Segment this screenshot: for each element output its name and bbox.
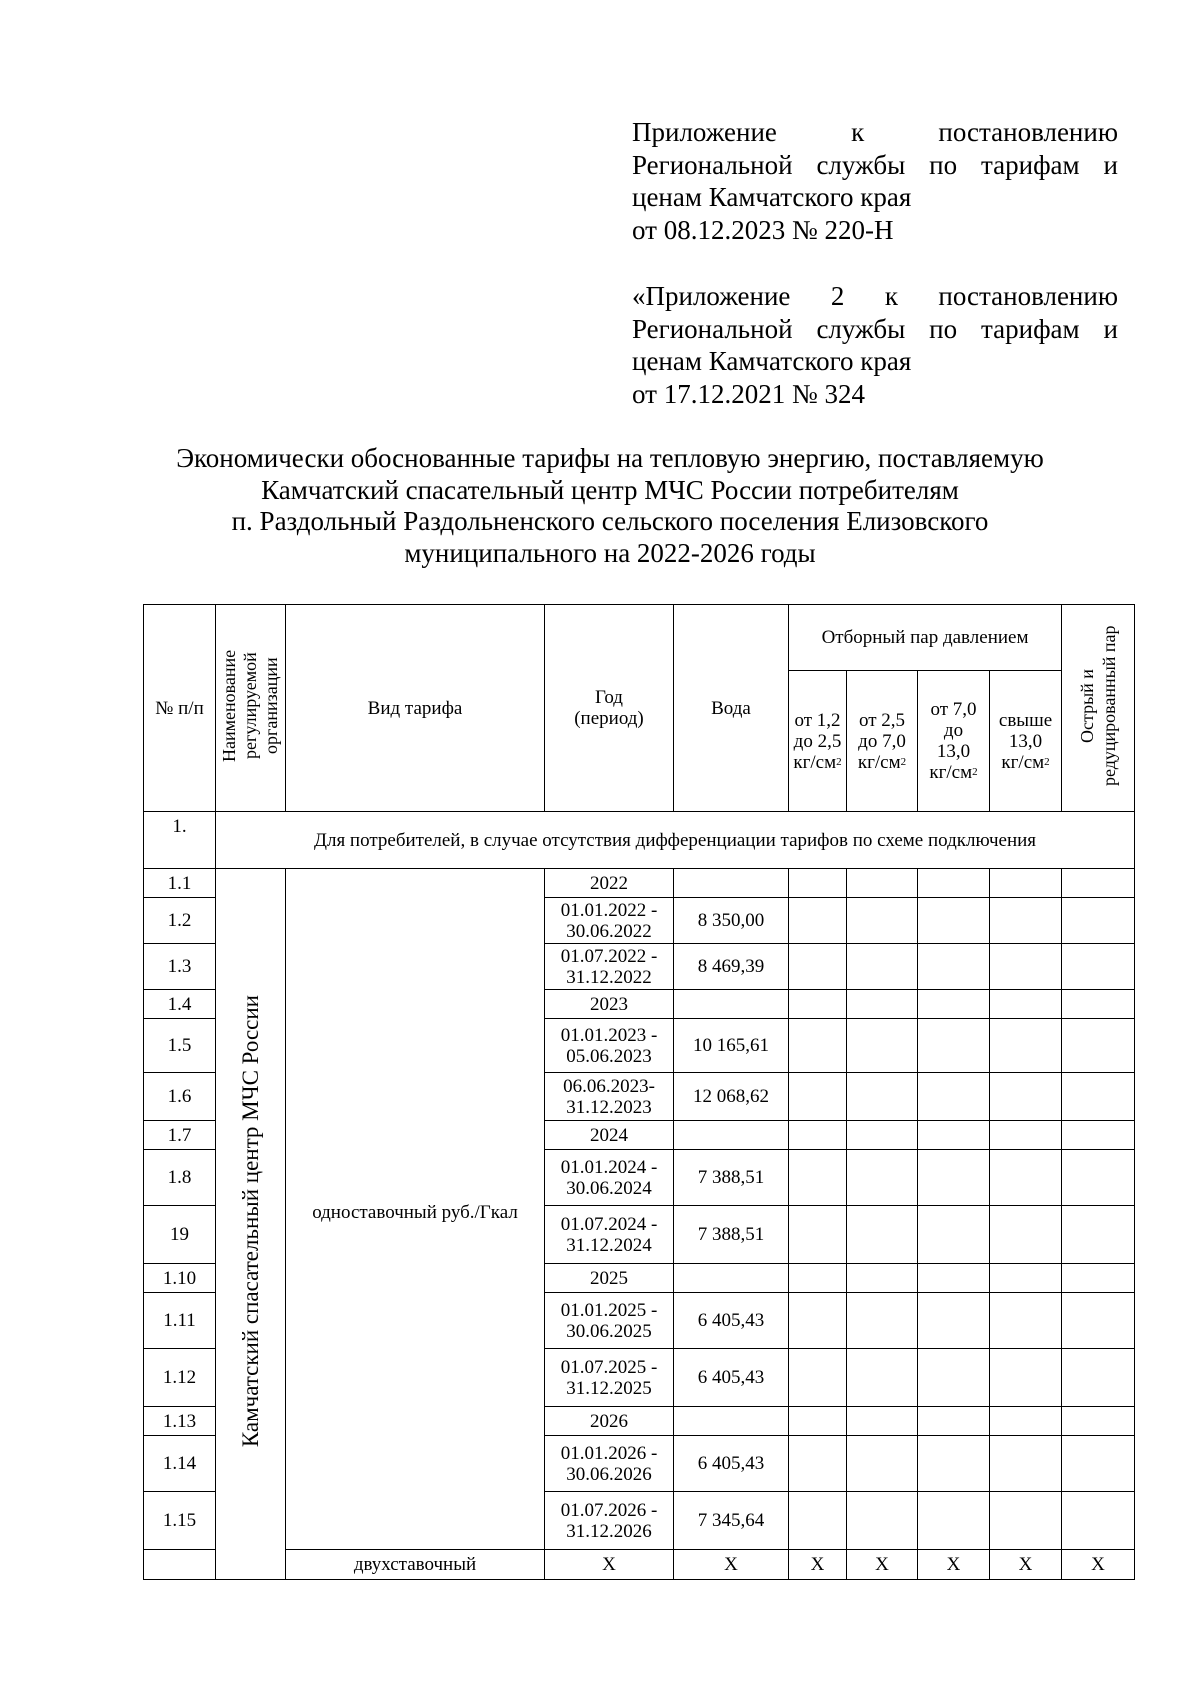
steam-value xyxy=(847,1436,918,1492)
steam-value xyxy=(1062,990,1135,1019)
steam-value xyxy=(847,1492,918,1550)
appendix-line: ценам Камчатского края xyxy=(632,182,912,212)
header-hot-steam-text: Острый и редуцированный пар xyxy=(1077,625,1120,786)
header-hot-steam xyxy=(1062,605,1135,812)
x-mark: Х xyxy=(990,1550,1062,1580)
header-period-text: Год (период) xyxy=(574,687,644,729)
period-cell: 01.01.2025 - 30.06.2025 xyxy=(545,1293,674,1349)
steam-value xyxy=(918,1019,990,1073)
steam-value xyxy=(990,869,1062,898)
steam-value xyxy=(990,1150,1062,1206)
period-cell: 01.01.2024 - 30.06.2024 xyxy=(545,1150,674,1206)
year-cell: 2026 xyxy=(545,1407,674,1436)
steam-value xyxy=(990,1073,1062,1121)
steam-value xyxy=(789,1264,847,1293)
steam-value xyxy=(789,1436,847,1492)
steam-value xyxy=(789,1121,847,1150)
steam-value xyxy=(847,1150,918,1206)
x-mark: Х xyxy=(674,1550,789,1580)
steam-value xyxy=(789,1293,847,1349)
section-label xyxy=(216,812,1135,869)
header-steam-4-sup: 2 xyxy=(1044,755,1050,768)
steam-value xyxy=(847,1019,918,1073)
header-steam-1-text: от 1,2 до 2,5 кг/см xyxy=(793,709,842,773)
row-num xyxy=(144,1550,216,1580)
steam-value xyxy=(789,1150,847,1206)
steam-value xyxy=(990,1293,1062,1349)
steam-value xyxy=(990,1121,1062,1150)
steam-value xyxy=(918,1293,990,1349)
water-value: 10 165,61 xyxy=(674,1019,789,1073)
steam-value xyxy=(1062,1264,1135,1293)
x-mark: Х xyxy=(1062,1550,1135,1580)
section-num: 1. xyxy=(144,812,216,869)
steam-value xyxy=(789,1206,847,1264)
steam-value xyxy=(990,1206,1062,1264)
tariff-type-single: одноставочный руб./Гкал xyxy=(286,869,545,1550)
document-title xyxy=(120,443,1100,569)
steam-value xyxy=(789,898,847,944)
header-steam-3-sup: 2 xyxy=(972,766,978,778)
steam-value xyxy=(847,1264,918,1293)
steam-value xyxy=(918,1150,990,1206)
header-num: № п/п xyxy=(144,605,216,812)
org-cell xyxy=(216,869,286,1580)
steam-value xyxy=(847,990,918,1019)
x-mark: Х xyxy=(918,1550,990,1580)
steam-value xyxy=(990,944,1062,990)
title-line: муниципального на 2022-2026 годы xyxy=(404,537,816,568)
period-cell: 01.07.2026 - 31.12.2026 xyxy=(545,1492,674,1550)
row-num: 1.8 xyxy=(144,1150,216,1206)
header-org-text: Наименование регулируемой организации xyxy=(219,649,281,762)
appendix-line: от 08.12.2023 № 220-Н xyxy=(632,214,894,245)
water-value: 6 405,43 xyxy=(674,1436,789,1492)
steam-value xyxy=(918,1073,990,1121)
period-cell: 01.07.2024 - 31.12.2024 xyxy=(545,1206,674,1264)
steam-value xyxy=(990,1349,1062,1407)
steam-value xyxy=(918,1492,990,1550)
header-steam-3 xyxy=(918,671,990,812)
header-steam-group: Отборный пар давлением xyxy=(789,605,1062,671)
title-line: п. Раздольный Раздольненского сельского поселения Елизовского xyxy=(231,506,989,536)
steam-value xyxy=(990,898,1062,944)
row-num: 1.15 xyxy=(144,1492,216,1550)
row-num: 1.10 xyxy=(144,1264,216,1293)
row-num: 1.12 xyxy=(144,1349,216,1407)
year-cell: 2025 xyxy=(545,1264,674,1293)
steam-value xyxy=(1062,944,1135,990)
period-cell: 01.07.2025 - 31.12.2025 xyxy=(545,1349,674,1407)
org-name: Камчатский спасательный центр МЧС России xyxy=(238,995,263,1448)
steam-value xyxy=(847,898,918,944)
header-steam-2-sup: 2 xyxy=(900,755,907,768)
header-steam-2 xyxy=(847,671,918,812)
header-org xyxy=(216,605,286,812)
row-num: 1.5 xyxy=(144,1019,216,1073)
water-value xyxy=(674,1264,789,1293)
steam-value xyxy=(789,1407,847,1436)
steam-value xyxy=(918,1349,990,1407)
water-value xyxy=(674,1407,789,1436)
water-value: 6 405,43 xyxy=(674,1349,789,1407)
steam-value xyxy=(789,869,847,898)
header-tariff-type: Вид тарифа xyxy=(286,605,545,812)
steam-value xyxy=(1062,1407,1135,1436)
steam-value xyxy=(1062,1019,1135,1073)
appendix-line: Региональной службы по тарифам и xyxy=(632,313,1118,344)
steam-value xyxy=(990,1436,1062,1492)
x-mark: Х xyxy=(847,1550,918,1580)
year-cell: 2023 xyxy=(545,990,674,1019)
water-value xyxy=(674,990,789,1019)
year-cell: 2022 xyxy=(545,869,674,898)
header-steam-2-text: от 2,5 до 7,0 кг/см xyxy=(857,709,906,773)
steam-value xyxy=(847,1121,918,1150)
steam-value xyxy=(1062,1293,1135,1349)
row-num: 1.3 xyxy=(144,944,216,990)
steam-value xyxy=(847,1206,918,1264)
row-num: 1.6 xyxy=(144,1073,216,1121)
steam-value xyxy=(918,1206,990,1264)
header-steam-3-text: от 7,0 до 13,0 кг/см xyxy=(929,699,977,783)
table-row xyxy=(144,869,1135,898)
period-cell: 01.01.2022 - 30.06.2022 xyxy=(545,898,674,944)
steam-value xyxy=(918,944,990,990)
steam-value xyxy=(1062,1150,1135,1206)
steam-value xyxy=(990,1492,1062,1550)
appendix-note-current xyxy=(632,116,1118,246)
steam-value xyxy=(990,1019,1062,1073)
tariff-type-two: двухставочный xyxy=(286,1550,545,1580)
steam-value xyxy=(847,1407,918,1436)
steam-value xyxy=(789,1492,847,1550)
water-value: 7 388,51 xyxy=(674,1206,789,1264)
row-num: 1.1 xyxy=(144,869,216,898)
header-steam-1 xyxy=(789,671,847,812)
appendix-note-original xyxy=(632,280,1118,410)
water-value xyxy=(674,1121,789,1150)
row-num: 1.14 xyxy=(144,1436,216,1492)
appendix-line: «Приложение 2 к постановлению xyxy=(632,281,1118,311)
steam-value xyxy=(918,1407,990,1436)
steam-value xyxy=(847,869,918,898)
water-value: 6 405,43 xyxy=(674,1293,789,1349)
steam-value xyxy=(847,1293,918,1349)
header-period xyxy=(545,605,674,812)
steam-value xyxy=(1062,898,1135,944)
appendix-line: Приложение к постановлению xyxy=(632,117,1118,147)
steam-value xyxy=(1062,1436,1135,1492)
water-value: 7 388,51 xyxy=(674,1150,789,1206)
row-num: 1.13 xyxy=(144,1407,216,1436)
steam-value xyxy=(918,869,990,898)
steam-value xyxy=(1062,1206,1135,1264)
header-water: Вода xyxy=(674,605,789,812)
period-cell: 06.06.2023- 31.12.2023 xyxy=(545,1073,674,1121)
water-value: 8 350,00 xyxy=(674,898,789,944)
steam-value xyxy=(1062,1349,1135,1407)
row-num: 19 xyxy=(144,1206,216,1264)
x-mark: Х xyxy=(545,1550,674,1580)
appendix-line: ценам Камчатского края xyxy=(632,346,912,376)
steam-value xyxy=(918,1264,990,1293)
steam-value xyxy=(847,944,918,990)
steam-value xyxy=(847,1073,918,1121)
steam-value xyxy=(990,1264,1062,1293)
steam-value xyxy=(918,1121,990,1150)
table-row-two-part xyxy=(144,1550,1135,1580)
header-steam-1-sup: 2 xyxy=(836,755,842,768)
year-cell: 2024 xyxy=(545,1121,674,1150)
period-cell: 01.01.2026 - 30.06.2026 xyxy=(545,1436,674,1492)
row-num: 1.2 xyxy=(144,898,216,944)
period-cell: 01.07.2022 - 31.12.2022 xyxy=(545,944,674,990)
row-num: 1.11 xyxy=(144,1293,216,1349)
steam-value xyxy=(1062,1121,1135,1150)
period-cell: 01.01.2023 - 05.06.2023 xyxy=(545,1019,674,1073)
water-value: 7 345,64 xyxy=(674,1492,789,1550)
water-value: 8 469,39 xyxy=(674,944,789,990)
appendix-line: Региональной службы по тарифам и xyxy=(632,149,1118,180)
steam-value xyxy=(789,944,847,990)
title-line: Экономически обоснованные тарифы на тепловую энергию, поставляемую xyxy=(176,443,1044,473)
row-num: 1.7 xyxy=(144,1121,216,1150)
steam-value xyxy=(847,1349,918,1407)
appendix-line: от 17.12.2021 № 324 xyxy=(632,378,865,409)
water-value xyxy=(674,869,789,898)
header-steam-4-text: свыше 13,0 кг/см xyxy=(998,709,1053,773)
steam-value xyxy=(918,990,990,1019)
steam-value xyxy=(789,1019,847,1073)
steam-value xyxy=(789,1073,847,1121)
tariff-table xyxy=(143,604,1135,1580)
water-value: 12 068,62 xyxy=(674,1073,789,1121)
steam-value xyxy=(990,1407,1062,1436)
section-label-text: Для потребителей, в случае отсутствия дифференциации тарифов по схеме подключения xyxy=(314,829,1037,851)
steam-value xyxy=(918,898,990,944)
title-line: Камчатский спасательный центр МЧС России потребителям xyxy=(261,474,959,505)
steam-value xyxy=(990,990,1062,1019)
header-steam-4 xyxy=(990,671,1062,812)
steam-value xyxy=(1062,869,1135,898)
steam-value xyxy=(1062,1492,1135,1550)
steam-value xyxy=(789,990,847,1019)
steam-value xyxy=(789,1349,847,1407)
row-num: 1.4 xyxy=(144,990,216,1019)
steam-value xyxy=(918,1436,990,1492)
x-mark: Х xyxy=(789,1550,847,1580)
steam-value xyxy=(1062,1073,1135,1121)
